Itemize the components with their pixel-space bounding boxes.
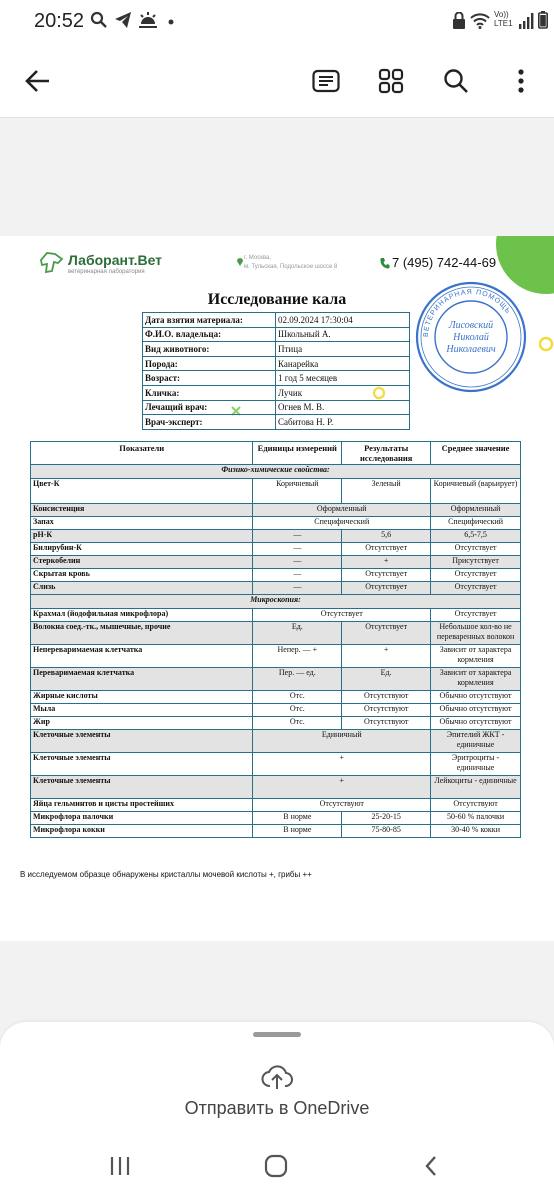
value-cell: Отсутствуют (342, 704, 431, 717)
header-indicator: Показатели (31, 442, 253, 465)
value-cell: Отсутствует (342, 582, 431, 595)
info-label: Кличка: (143, 385, 276, 400)
table-row (31, 569, 521, 582)
value-cell: + (253, 776, 431, 799)
grid-view-icon (378, 68, 404, 94)
value-cell: Отс. (253, 691, 342, 704)
logo-name: Лаборант.Вет (68, 252, 163, 268)
indicator-cell: Клеточные элементы (31, 753, 253, 776)
value-cell: Отс. (253, 704, 342, 717)
indicator-cell: Крахмал (йодофильная микрофлора) (31, 609, 253, 622)
app-toolbar (0, 44, 554, 118)
value-cell: — (253, 543, 342, 556)
indicator-cell: Клеточные элементы (31, 730, 253, 753)
indicator-cell: Слизь (31, 582, 253, 595)
value-cell: Лейкоциты - единичные (431, 776, 521, 799)
header-average: Среднее значение (431, 442, 521, 465)
value-cell: Отсутствует (431, 582, 521, 595)
table-row (31, 753, 521, 776)
value-cell: + (253, 753, 431, 776)
info-label: Вид животного: (143, 342, 276, 357)
stamp-line: Николаевич (446, 344, 496, 355)
battery-icon (538, 11, 548, 29)
search-button[interactable] (437, 62, 475, 100)
value-cell: Небольшое кол-во не переваренных волокон (431, 622, 521, 645)
info-value: Лучик (276, 385, 410, 400)
onedrive-label: Отправить в OneDrive (184, 1098, 370, 1118)
table-row (31, 704, 521, 717)
info-value: Птица (276, 342, 410, 357)
indicator-cell: Микрофлора кокки (31, 825, 253, 838)
value-cell: Пер. — ед. (253, 668, 342, 691)
value-cell: 30-40 % кокки (431, 825, 521, 838)
home-icon (264, 1154, 288, 1178)
value-cell: 75-80-85 (342, 825, 431, 838)
send-to-onedrive-button[interactable] (150, 1062, 404, 1132)
more-options-button[interactable] (502, 62, 540, 100)
table-row (31, 730, 521, 753)
document-title: Исследование кала (207, 291, 347, 308)
address-line: м. Тульская, Подольское шоссе 8 (244, 264, 338, 270)
indicator-cell: Мыла (31, 704, 253, 717)
section-row (31, 595, 521, 609)
back-arrow-icon (25, 68, 51, 94)
info-label: Дата взятия материала: (143, 313, 276, 328)
value-cell: — (253, 569, 342, 582)
logo-subtitle: ветеринарная лаборатория (68, 269, 145, 275)
value-cell: Зависит от характера кормления (431, 645, 521, 668)
table-row (31, 691, 521, 704)
patient-info-table (142, 312, 410, 430)
info-row (143, 313, 410, 328)
indicator-cell: Переваримаемая клетчатка (31, 668, 253, 691)
indicator-cell: Жир (31, 717, 253, 730)
value-cell: Ед. (342, 668, 431, 691)
value-cell: Коричневый (варьирует) (431, 479, 521, 504)
dot-icon (168, 19, 174, 25)
stamp-line: Лисовский (448, 320, 494, 331)
section-title: Микроскопия: (31, 595, 521, 609)
info-label: Ф.И.О. владельца: (143, 327, 276, 342)
back-button[interactable] (19, 62, 57, 100)
value-cell: Отсутствует (342, 569, 431, 582)
table-row (31, 504, 521, 517)
reader-mode-button[interactable] (307, 62, 345, 100)
value-cell: Обычно отсутствуют (431, 717, 521, 730)
value-cell: Специфический (431, 517, 521, 530)
home-button[interactable] (258, 1148, 294, 1184)
info-label: Порода: (143, 356, 276, 371)
results-table (30, 441, 521, 838)
clock: 20:52 (34, 10, 85, 32)
value-cell: Зависит от характера кормления (431, 668, 521, 691)
info-value: 02.09.2024 17:30:04 (276, 313, 410, 328)
indicator-cell: Волокна соед.-тк., мышечные, прочие (31, 622, 253, 645)
header-units: Единицы измерений (253, 442, 342, 465)
cloud-upload-icon (261, 1062, 293, 1090)
dog-logo-icon (38, 250, 64, 274)
info-row (143, 415, 410, 430)
indicator-cell: Жирные кислоты (31, 691, 253, 704)
wifi-icon (470, 13, 490, 29)
indicator-cell: Микрофлора палочки (31, 812, 253, 825)
weather-icon (138, 11, 158, 29)
table-row (31, 609, 521, 622)
back-nav-icon (424, 1155, 438, 1177)
table-row (31, 517, 521, 530)
indicator-cell: Консистенция (31, 504, 253, 517)
value-cell: Оформленный (253, 504, 431, 517)
back-nav-button[interactable] (413, 1148, 449, 1184)
info-value: Огнев М. В. (276, 400, 410, 415)
grid-view-button[interactable] (372, 62, 410, 100)
value-cell: Эпителий ЖКТ - единичные (431, 730, 521, 753)
info-row (143, 342, 410, 357)
info-value: Канарейка (276, 356, 410, 371)
stamp-line: Николай (453, 332, 489, 343)
value-cell: — (253, 582, 342, 595)
value-cell: — (253, 556, 342, 569)
recent-apps-icon (109, 1156, 131, 1176)
value-cell: Обычно отсутствуют (431, 704, 521, 717)
value-cell: Отсутствуют (431, 799, 521, 812)
indicator-cell: Клеточные элементы (31, 776, 253, 799)
table-row (31, 622, 521, 645)
value-cell: Отсутствует (253, 609, 431, 622)
info-value: Школьный А. (276, 327, 410, 342)
indicator-cell: Стеркобелин (31, 556, 253, 569)
value-cell: Оформленный (431, 504, 521, 517)
value-cell: Отсутствует (342, 622, 431, 645)
indicator-cell: Яйца гельминтов и цисты простейших (31, 799, 253, 812)
stamp-ring-text: ВЕТЕРИНАРНАЯ ПОМОЩЬ (422, 288, 512, 338)
address-line: г. Москва, (244, 255, 271, 261)
table-row (31, 543, 521, 556)
table-row (31, 799, 521, 812)
info-row (143, 327, 410, 342)
clinic-stamp (414, 280, 528, 394)
info-row (143, 356, 410, 371)
table-row (31, 825, 521, 838)
table-row (31, 776, 521, 799)
value-cell: + (342, 645, 431, 668)
value-cell: Обычно отсутствуют (431, 691, 521, 704)
value-cell: Ед. (253, 622, 342, 645)
more-options-icon (517, 68, 525, 94)
indicator-cell: Скрытая кровь (31, 569, 253, 582)
table-row (31, 479, 521, 504)
indicator-cell: Запах (31, 517, 253, 530)
indicator-cell: Непереваримаемая клетчатка (31, 645, 253, 668)
table-row (31, 812, 521, 825)
value-cell: 25-20-15 (342, 812, 431, 825)
info-label: Возраст: (143, 371, 276, 386)
value-cell: В норме (253, 825, 342, 838)
lab-address (244, 254, 337, 272)
table-row (31, 582, 521, 595)
lab-phone[interactable]: 7 (495) 742-44-69 (392, 255, 497, 270)
value-cell: Отсутствует (431, 569, 521, 582)
info-label: Лечащий врач: (143, 400, 276, 415)
indicator-cell: Цвет-К (31, 479, 253, 504)
drag-handle[interactable] (253, 1032, 301, 1037)
value-cell: Непер. — + (253, 645, 342, 668)
search-icon (443, 68, 469, 94)
value-cell: Отсутствуют (342, 717, 431, 730)
header-results: Результаты исследования (342, 442, 431, 465)
section-title: Физико-химические свойства: (31, 465, 521, 479)
section-row (31, 465, 521, 479)
table-row (31, 530, 521, 543)
info-value: Сабитова Н. Р. (276, 415, 410, 430)
table-row (31, 717, 521, 730)
indicator-cell: pH-К (31, 530, 253, 543)
value-cell: Коричневый (253, 479, 342, 504)
document-page (0, 236, 554, 941)
value-cell: 6,5-7,5 (431, 530, 521, 543)
findings-note: В исследуемом образце обнаружены кристаллы мочевой кислоты +, грибы ++ (20, 870, 312, 879)
status-bar (0, 0, 554, 44)
value-cell: Отсутствует (342, 543, 431, 556)
value-cell: Единичный (253, 730, 431, 753)
info-row (143, 371, 410, 386)
value-cell: + (342, 556, 431, 569)
value-cell: В норме (253, 812, 342, 825)
info-row (143, 400, 410, 415)
phone-icon (380, 257, 390, 269)
search-icon (90, 11, 108, 29)
value-cell: Отсутствуют (342, 691, 431, 704)
navigation-bar (0, 1130, 554, 1200)
value-cell: Отс. (253, 717, 342, 730)
vpn-icon (452, 12, 466, 30)
info-label: Врач-эксперт: (143, 415, 276, 430)
value-cell: Специфический (253, 517, 431, 530)
table-row (31, 668, 521, 691)
value-cell: Зеленый (342, 479, 431, 504)
location-pin-icon (236, 256, 244, 266)
info-row (143, 385, 410, 400)
value-cell: Отсутствует (431, 543, 521, 556)
value-cell: — (253, 530, 342, 543)
reader-mode-icon (312, 69, 340, 93)
recent-apps-button[interactable] (102, 1148, 138, 1184)
network-label: Vo)) LTE1 (494, 10, 513, 28)
value-cell: 5,6 (342, 530, 431, 543)
value-cell: Эритроциты - единичные (431, 753, 521, 776)
indicator-cell: Билирубин-К (31, 543, 253, 556)
telegram-icon (114, 11, 132, 29)
info-value: 1 год 5 месяцев (276, 371, 410, 386)
table-row (31, 645, 521, 668)
decorative-yellow-ring (538, 336, 554, 352)
value-cell: 50-60 % палочки (431, 812, 521, 825)
value-cell: Отсутствует (431, 609, 521, 622)
signal-icon (518, 13, 534, 29)
value-cell: Присутствует (431, 556, 521, 569)
table-row (31, 556, 521, 569)
value-cell: Отсутствуют (253, 799, 431, 812)
